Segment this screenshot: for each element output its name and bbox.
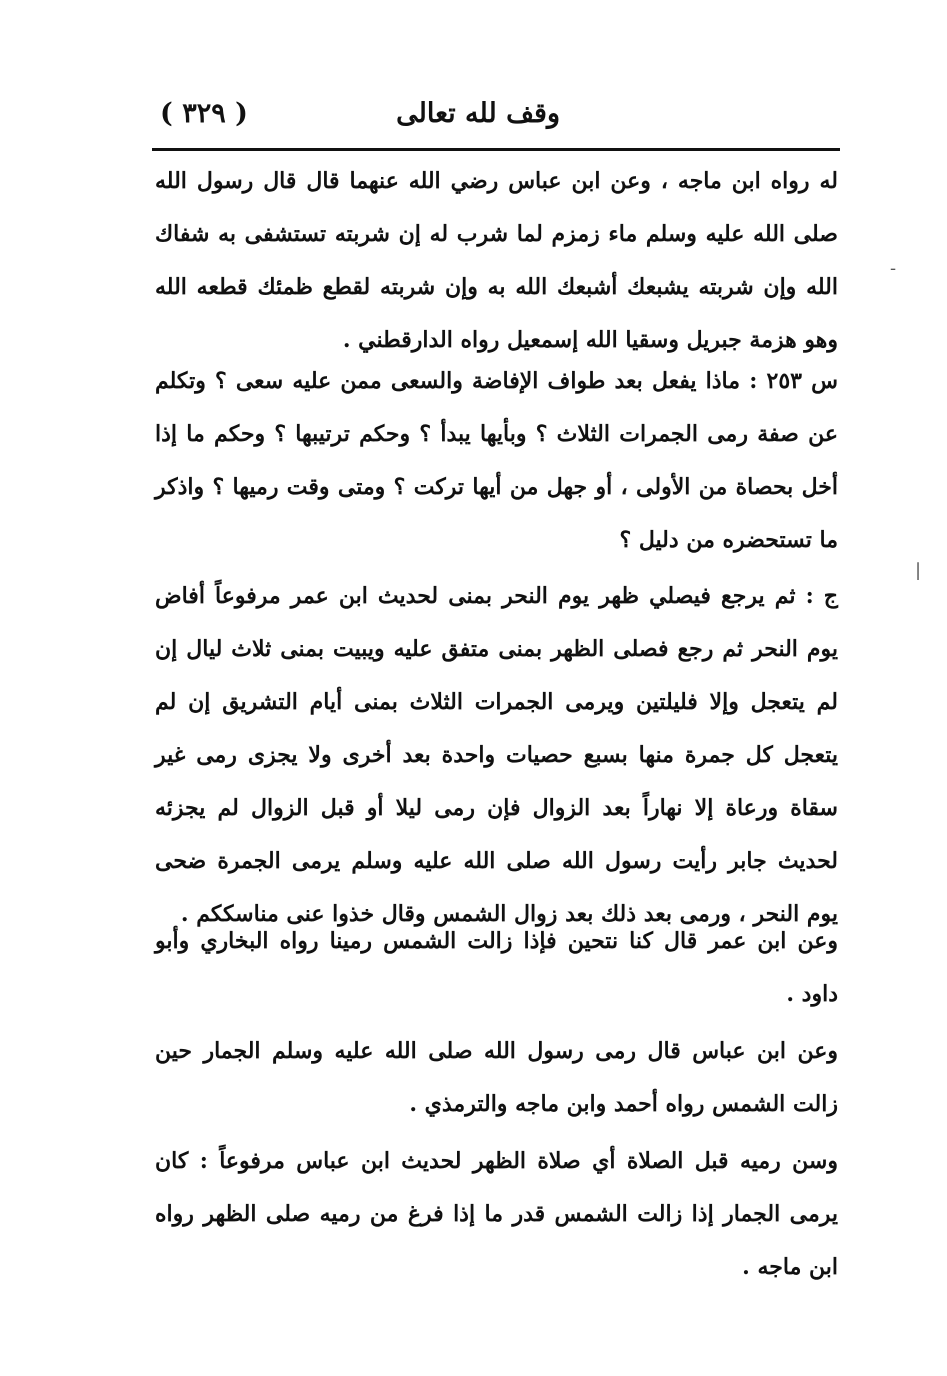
- paragraph-answer: ج : ثم يرجع فيصلي ظهر يوم النحر بمنى لحديث ابن عمر مرفوعاً أفاض يوم النحر ثم رجع فصلى الظهر بمنى متفق عليه ويبيت بمنى ثلاث ليال إن لم يتعجل وإلا فليلتين ويرمى الجمرات الثلاث بمنى أيام التشريق إن لم يتعجل كل جمرة منها بسبع حصيات واحدة بعد أخرى ولا يجزى رمى غير سقاة ورعاة إلا نهاراً بعد الزوال فإن رمى ليلا أو قبل الزوال لم يجزئه لحديث جابر رأيت رسول الله صلى الله عليه وسلم يرمى الجمرة ضحى يوم النحر ، ورمى بعد ذلك بعد زوال الشمس وقال خذوا عنى مناسككم .: [155, 583, 838, 927]
- paragraph-ibn-abbas: وعن ابن عباس قال رمى رسول الله صلى الله عليه وسلم الجمار حين زالت الشمس رواه أحمد وابن ماجه والترمذي .: [155, 1038, 838, 1117]
- paragraph-ibn-umar: وعن ابن عمر قال كنا نتحين فإذا زالت الشمس رمينا رواه البخاري وأبو داود .: [155, 928, 838, 1007]
- header-divider: [152, 148, 840, 151]
- margin-mark: -: [890, 258, 897, 279]
- margin-mark: |: [915, 560, 922, 581]
- page-title: وقف لله تعالى: [396, 98, 560, 129]
- paragraph-hadith-zamzam: له رواه ابن ماجه ، وعن ابن عباس رضي الله عنهما قال قال رسول الله صلى الله عليه وسلم ماء زمزم لما شرب له إن شربته تستشفى به شفاك الله وإن شربته يشبعك أشبعك الله به وإن شربته لقطع ظمئك قطعه الله وهو هزمة جبريل وسقيا الله إسمعيل رواه الدارقطني .: [155, 168, 838, 353]
- page-number: ( ٣٢٩ ): [160, 98, 248, 129]
- paragraph-sunnah-timing: وسن رميه قبل الصلاة أي صلاة الظهر لحديث ابن عباس مرفوعاً : كان يرمى الجمار إذا زالت الشمس قدر ما إذا فرغ من رميه صلى الظهر رواه ابن ماجه .: [155, 1148, 838, 1280]
- paragraph-question-253: س ٢٥٣ : ماذا يفعل بعد طواف الإفاضة والسعى ممن عليه سعى ؟ وتكلم عن صفة رمى الجمرات الثلاث ؟ وبأيها يبدأ ؟ وحكم ترتيبها ؟ وحكم ما إذا أخل بحصاة من الأولى ، أو جهل من أيها تركت ؟ ومتى وقت رميها ؟ واذكر ما تستحضره من دليل ؟: [155, 368, 838, 553]
- page-header: [150, 92, 840, 142]
